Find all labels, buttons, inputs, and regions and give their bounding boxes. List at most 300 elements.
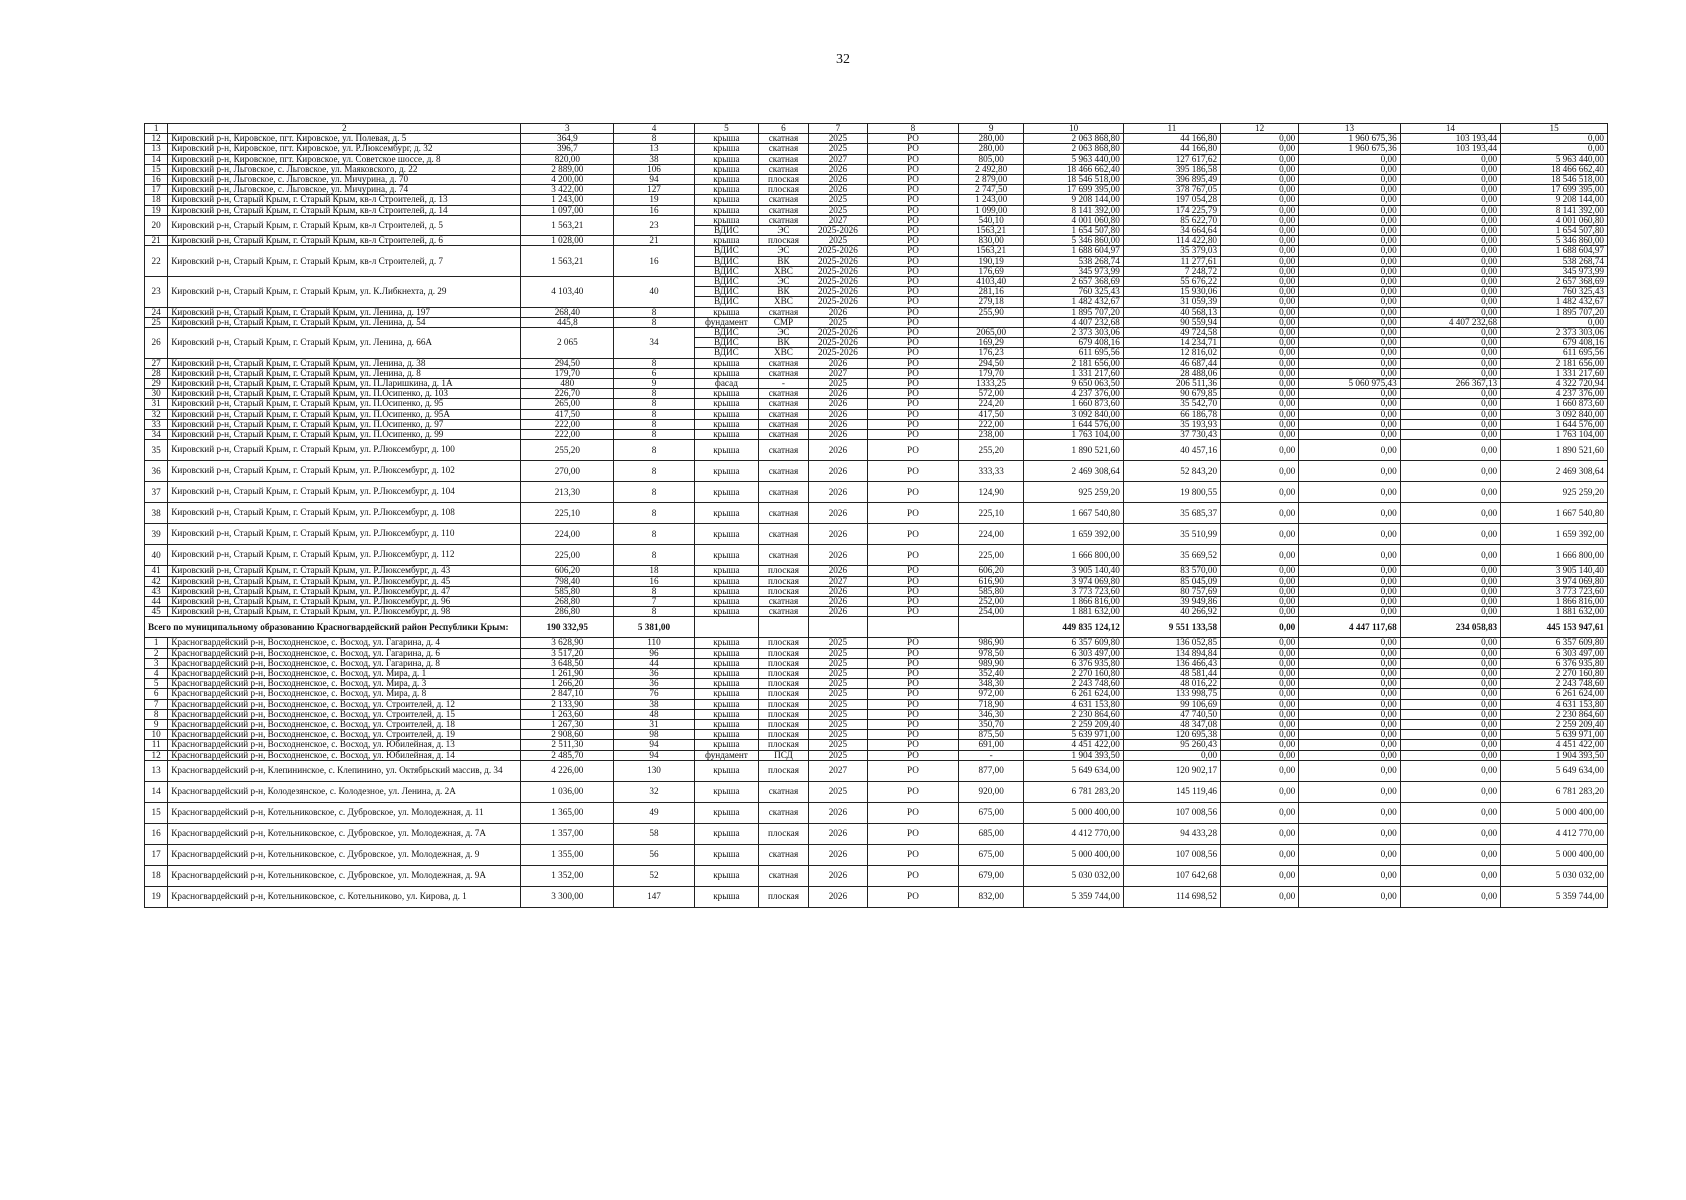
column-header: 1 xyxy=(145,124,168,134)
table-cell: крыша xyxy=(694,164,758,174)
table-body xyxy=(145,124,1608,908)
table-cell: 4 001 060,80 xyxy=(1501,215,1608,225)
table-cell: Красногвардейский р-н, Восходненское, с. Восход, ул. Строителей, д. 19 xyxy=(168,730,521,740)
table-cell: плоская xyxy=(759,185,809,195)
table-cell: 4 631 153,80 xyxy=(1024,699,1123,709)
table-cell: ВК xyxy=(759,256,809,266)
table-cell: 2026 xyxy=(808,503,867,524)
table-cell: 0,00 xyxy=(1299,760,1400,781)
table-cell: РО xyxy=(867,205,958,215)
table-cell: 5 359 744,00 xyxy=(1501,886,1608,907)
table-cell: РО xyxy=(867,185,958,195)
table-cell: Красногвардейский р-н, Восходненское, с. Восход, ул. Строителей, д. 12 xyxy=(168,699,521,709)
table-cell: 2026 xyxy=(808,358,867,368)
table-cell: РО xyxy=(867,389,958,399)
table-cell: скатная xyxy=(759,781,809,802)
table-cell: 5 963 440,00 xyxy=(1501,154,1608,164)
table-row xyxy=(145,638,1608,648)
table-cell: 611 695,56 xyxy=(1501,348,1608,358)
table-cell: 0,00 xyxy=(1400,730,1500,740)
table-row xyxy=(145,277,1608,287)
table-cell: 4 412 770,00 xyxy=(1501,823,1608,844)
table-cell: скатная xyxy=(759,440,809,461)
table-cell: 0,00 xyxy=(1400,461,1500,482)
table-cell: плоская xyxy=(759,760,809,781)
table-cell: 15 930,06 xyxy=(1123,287,1220,297)
table-cell: 3 xyxy=(145,658,168,668)
table-cell: 1 881 632,00 xyxy=(1501,607,1608,617)
table-cell: 9 xyxy=(614,379,694,389)
table-cell: 2 xyxy=(145,648,168,658)
table-cell: 0,00 xyxy=(1501,134,1608,144)
table-cell: 1 895 707,20 xyxy=(1024,307,1123,317)
table-cell: Кировский р-н, Кировское, пгт. Кировское, ул. Р.Люксембург, д. 32 xyxy=(168,144,521,154)
table-cell: 8 xyxy=(614,409,694,419)
table-cell: крыша xyxy=(694,668,758,678)
table-row xyxy=(145,668,1608,678)
table-cell: плоская xyxy=(759,730,809,740)
table-cell: 395 186,58 xyxy=(1123,164,1220,174)
table-cell xyxy=(958,317,1024,327)
table-cell: 0,00 xyxy=(1299,781,1400,802)
table-cell: 34 xyxy=(145,430,168,440)
table-cell: 190,19 xyxy=(958,256,1024,266)
table-cell: 0,00 xyxy=(1400,307,1500,317)
table-cell: РО xyxy=(867,175,958,185)
table-cell: 0,00 xyxy=(1299,730,1400,740)
table-cell: 268,80 xyxy=(521,596,614,606)
table-row xyxy=(145,648,1608,658)
table-cell: 40 266,92 xyxy=(1123,607,1220,617)
table-cell: 2025-2026 xyxy=(808,266,867,276)
table-cell: скатная xyxy=(759,307,809,317)
table-row xyxy=(145,144,1608,154)
table-cell: 270,00 xyxy=(521,461,614,482)
table-cell: 2027 xyxy=(808,215,867,225)
table-cell: 52 xyxy=(614,865,694,886)
table-cell: РО xyxy=(867,328,958,338)
table-cell: 1 881 632,00 xyxy=(1024,607,1123,617)
table-cell: 0,00 xyxy=(1299,566,1400,576)
total-cell xyxy=(759,617,809,638)
table-cell: 611 695,56 xyxy=(1024,348,1123,358)
table-cell: 197 054,28 xyxy=(1123,195,1220,205)
table-cell: 2025 xyxy=(808,134,867,144)
table-cell: 0,00 xyxy=(1221,256,1299,266)
table-cell: 2025 xyxy=(808,195,867,205)
table-cell: 40 xyxy=(614,277,694,308)
table-cell: 760 325,43 xyxy=(1501,287,1608,297)
table-cell: скатная xyxy=(759,419,809,429)
table-cell: 1 666 800,00 xyxy=(1501,545,1608,566)
table-cell: 0,00 xyxy=(1400,246,1500,256)
table-cell: РО xyxy=(867,865,958,886)
table-cell: 145 119,46 xyxy=(1123,781,1220,802)
table-cell: 2026 xyxy=(808,175,867,185)
table-cell: 1 097,00 xyxy=(521,205,614,215)
table-cell: 2026 xyxy=(808,430,867,440)
table-cell: 35 669,52 xyxy=(1123,545,1220,566)
table-cell: ЭС xyxy=(759,246,809,256)
table-cell: 94 xyxy=(614,175,694,185)
table-cell: крыша xyxy=(694,865,758,886)
table-cell: 222,00 xyxy=(521,419,614,429)
table-cell: Кировский р-н, Старый Крым, г. Старый Крым, кв-л Строителей, д. 14 xyxy=(168,205,521,215)
table-cell: 1 904 393,50 xyxy=(1501,750,1608,760)
table-cell: фасад xyxy=(694,379,758,389)
table-cell: РО xyxy=(867,668,958,678)
table-cell: 0,00 xyxy=(1299,668,1400,678)
table-cell: 2025 xyxy=(808,679,867,689)
table-cell: 0,00 xyxy=(1299,389,1400,399)
table-cell: 0,00 xyxy=(1221,409,1299,419)
table-cell: Красногвардейский р-н, Восходненское, с. Восход, ул. Гагарина, д. 8 xyxy=(168,658,521,668)
table-cell: ВК xyxy=(759,287,809,297)
table-cell: 48 581,44 xyxy=(1123,668,1220,678)
table-cell: 5 649 634,00 xyxy=(1024,760,1123,781)
table-cell: крыша xyxy=(694,802,758,823)
table-cell: ВДИС xyxy=(694,256,758,266)
column-header: 9 xyxy=(958,124,1024,134)
table-cell: крыша xyxy=(694,154,758,164)
table-cell: 679 408,16 xyxy=(1024,338,1123,348)
table-cell: Кировский р-н, Старый Крым, г. Старый Крым, ул. К.Либкнехта, д. 29 xyxy=(168,277,521,308)
table-cell: 3 517,20 xyxy=(521,648,614,658)
table-cell: 0,00 xyxy=(1221,134,1299,144)
table-cell: крыша xyxy=(694,307,758,317)
table-cell: 0,00 xyxy=(1221,781,1299,802)
table-cell: 875,50 xyxy=(958,730,1024,740)
repair-register-table xyxy=(144,123,1608,908)
table-cell: 0,00 xyxy=(1221,760,1299,781)
table-cell: 2025 xyxy=(808,668,867,678)
table-cell: 176,23 xyxy=(958,348,1024,358)
table-cell: 279,18 xyxy=(958,297,1024,307)
table-cell: 0,00 xyxy=(1400,658,1500,668)
table-cell: 8 xyxy=(614,524,694,545)
table-row xyxy=(145,596,1608,606)
table-cell: РО xyxy=(867,740,958,750)
table-cell: крыша xyxy=(694,185,758,195)
table-cell: 585,80 xyxy=(958,586,1024,596)
table-cell: скатная xyxy=(759,607,809,617)
total-cell: 0,00 xyxy=(1221,617,1299,638)
table-cell: 2 063 868,80 xyxy=(1024,134,1123,144)
table-cell: 5 639 971,00 xyxy=(1024,730,1123,740)
table-row xyxy=(145,699,1608,709)
table-cell: РО xyxy=(867,545,958,566)
table-cell: крыша xyxy=(694,719,758,729)
table-cell: РО xyxy=(867,307,958,317)
table-cell: 38 xyxy=(614,154,694,164)
table-cell: 35 510,99 xyxy=(1123,524,1220,545)
table-cell: 2025 xyxy=(808,379,867,389)
table-cell: 225,00 xyxy=(958,545,1024,566)
table-cell: Красногвардейский р-н, Котельниковское, с. Дубровское, ул. Молодежная, д. 9А xyxy=(168,865,521,886)
table-cell: 127 xyxy=(614,185,694,195)
table-cell: 90 559,94 xyxy=(1123,317,1220,327)
table-cell: 4 237 376,00 xyxy=(1024,389,1123,399)
table-cell: 3 974 069,80 xyxy=(1024,576,1123,586)
table-cell: скатная xyxy=(759,802,809,823)
table-cell: 572,00 xyxy=(958,389,1024,399)
table-cell: - xyxy=(958,750,1024,760)
table-cell: 1 563,21 xyxy=(521,246,614,277)
table-cell: 2025-2026 xyxy=(808,246,867,256)
table-cell: 2025 xyxy=(808,781,867,802)
table-cell: скатная xyxy=(759,205,809,215)
table-cell: 6 357 609,80 xyxy=(1024,638,1123,648)
table-cell: 226,70 xyxy=(521,389,614,399)
table-cell: 1 654 507,80 xyxy=(1501,226,1608,236)
table-cell: 0,00 xyxy=(1400,719,1500,729)
table-cell: 0,00 xyxy=(1299,823,1400,844)
table-cell: 0,00 xyxy=(1299,368,1400,378)
table-cell: 66 186,78 xyxy=(1123,409,1220,419)
table-cell: 13 xyxy=(145,144,168,154)
table-cell: 0,00 xyxy=(1299,307,1400,317)
table-cell: 26 xyxy=(145,328,168,359)
table-cell: крыша xyxy=(694,389,758,399)
table-cell: 13 xyxy=(614,144,694,154)
table-cell: РО xyxy=(867,760,958,781)
table-cell: 19 xyxy=(145,886,168,907)
table-cell: 179,70 xyxy=(521,368,614,378)
table-cell: 2025-2026 xyxy=(808,226,867,236)
table-cell: 3 974 069,80 xyxy=(1501,576,1608,586)
table-cell: 2 889,00 xyxy=(521,164,614,174)
table-cell: 24 xyxy=(145,307,168,317)
table-cell: 0,00 xyxy=(1299,699,1400,709)
table-row xyxy=(145,195,1608,205)
table-cell: РО xyxy=(867,399,958,409)
table-row xyxy=(145,154,1608,164)
table-cell: 0,00 xyxy=(1299,175,1400,185)
table-cell: 2025-2026 xyxy=(808,287,867,297)
table-cell: 0,00 xyxy=(1299,215,1400,225)
table-cell: крыша xyxy=(694,648,758,658)
table-row xyxy=(145,205,1608,215)
table-cell: 16 xyxy=(614,205,694,215)
table-cell: 0,00 xyxy=(1221,175,1299,185)
table-cell: 0,00 xyxy=(1400,545,1500,566)
table-cell: РО xyxy=(867,409,958,419)
table-cell: 0,00 xyxy=(1400,709,1500,719)
table-cell: крыша xyxy=(694,430,758,440)
table-cell: 986,90 xyxy=(958,638,1024,648)
table-cell: 35 379,03 xyxy=(1123,246,1220,256)
table-cell: 1 267,30 xyxy=(521,719,614,729)
table-cell: 1 763 104,00 xyxy=(1501,430,1608,440)
table-cell: 2027 xyxy=(808,760,867,781)
table-cell: 174 225,79 xyxy=(1123,205,1220,215)
table-cell: ХВС xyxy=(759,348,809,358)
table-cell: 0,00 xyxy=(1221,266,1299,276)
table-cell: 8 141 392,00 xyxy=(1024,205,1123,215)
table-cell: 8 xyxy=(614,389,694,399)
table-cell: 16 xyxy=(145,175,168,185)
table-cell: 0,00 xyxy=(1400,524,1500,545)
table-cell: 0,00 xyxy=(1299,607,1400,617)
table-cell: РО xyxy=(867,297,958,307)
table-cell: 5 649 634,00 xyxy=(1501,760,1608,781)
total-cell xyxy=(867,617,958,638)
table-cell: 8 xyxy=(614,545,694,566)
table-cell: плоская xyxy=(759,719,809,729)
table-cell: 3 905 140,40 xyxy=(1501,566,1608,576)
table-cell: 103 193,44 xyxy=(1400,144,1500,154)
table-cell: 0,00 xyxy=(1221,679,1299,689)
table-cell: 830,00 xyxy=(958,236,1024,246)
table-cell: 0,00 xyxy=(1400,409,1500,419)
table-cell: крыша xyxy=(694,566,758,576)
table-cell: крыша xyxy=(694,709,758,719)
table-cell: 10 xyxy=(145,730,168,740)
table-cell: Кировский р-н, Кировское, пгт. Кировское, ул. Советское шоссе, д. 8 xyxy=(168,154,521,164)
table-cell: 136 466,43 xyxy=(1123,658,1220,668)
table-cell: 1 667 540,80 xyxy=(1024,503,1123,524)
table-cell: 0,00 xyxy=(1299,195,1400,205)
table-cell: 1 866 816,00 xyxy=(1024,596,1123,606)
table-cell: 348,30 xyxy=(958,679,1024,689)
table-cell: 49 xyxy=(614,802,694,823)
table-cell: 18 546 518,00 xyxy=(1501,175,1608,185)
table-cell: 8 141 392,00 xyxy=(1501,205,1608,215)
table-row xyxy=(145,461,1608,482)
table-cell: 0,00 xyxy=(1400,440,1500,461)
table-cell: 1 331 217,60 xyxy=(1501,368,1608,378)
table-cell: 16 xyxy=(614,576,694,586)
table-cell: 1 660 873,60 xyxy=(1024,399,1123,409)
table-cell: 0,00 xyxy=(1299,440,1400,461)
table-cell: крыша xyxy=(694,545,758,566)
table-cell: Кировский р-н, Старый Крым, г. Старый Крым, ул. Р.Люксембург, д. 112 xyxy=(168,545,521,566)
table-cell: 2 469 308,64 xyxy=(1024,461,1123,482)
table-cell: 0,00 xyxy=(1221,740,1299,750)
table-cell: 0,00 xyxy=(1400,348,1500,358)
column-header: 6 xyxy=(759,124,809,134)
table-cell: фундамент xyxy=(694,317,758,327)
table-cell: 2025 xyxy=(808,236,867,246)
table-cell: Красногвардейский р-н, Восходненское, с. Восход, ул. Гагарина, д. 6 xyxy=(168,648,521,658)
table-cell: РО xyxy=(867,658,958,668)
table-row xyxy=(145,246,1608,256)
table-cell: 2026 xyxy=(808,823,867,844)
table-cell: 0,00 xyxy=(1299,545,1400,566)
table-cell: 238,00 xyxy=(958,430,1024,440)
table-cell: 6 261 624,00 xyxy=(1501,689,1608,699)
table-cell: 0,00 xyxy=(1221,348,1299,358)
table-cell: 0,00 xyxy=(1299,886,1400,907)
table-cell: 2026 xyxy=(808,802,867,823)
table-cell: 691,00 xyxy=(958,740,1024,750)
table-cell: 5 963 440,00 xyxy=(1024,154,1123,164)
table-cell: 0,00 xyxy=(1299,256,1400,266)
table-cell: 685,00 xyxy=(958,823,1024,844)
table-cell: 0,00 xyxy=(1400,566,1500,576)
table-cell: 2 492,80 xyxy=(958,164,1024,174)
table-row xyxy=(145,358,1608,368)
total-cell xyxy=(808,617,867,638)
table-cell: 2065,00 xyxy=(958,328,1024,338)
table-cell: 58 xyxy=(614,823,694,844)
table-cell: 23 xyxy=(614,215,694,235)
table-cell: 2025 xyxy=(808,317,867,327)
table-cell: 0,00 xyxy=(1299,226,1400,236)
table-cell: 37 xyxy=(145,482,168,503)
table-cell: Кировский р-н, Старый Крым, г. Старый Крым, кв-л Строителей, д. 7 xyxy=(168,246,521,277)
table-cell: 0,00 xyxy=(1221,287,1299,297)
table-cell: 2026 xyxy=(808,185,867,195)
table-row xyxy=(145,409,1608,419)
table-cell: скатная xyxy=(759,368,809,378)
table-cell: 0,00 xyxy=(1221,648,1299,658)
table-cell: крыша xyxy=(694,236,758,246)
table-cell: 2026 xyxy=(808,164,867,174)
table-cell: Кировский р-н, Льговское, с. Льговское, ул. Маяковского, д. 22 xyxy=(168,164,521,174)
table-cell: 0,00 xyxy=(1501,317,1608,327)
table-cell: 0,00 xyxy=(1400,638,1500,648)
table-cell: Кировский р-н, Старый Крым, г. Старый Крым, ул. П.Осипенко, д. 103 xyxy=(168,389,521,399)
table-cell: 0,00 xyxy=(1400,844,1500,865)
table-cell: 0,00 xyxy=(1221,596,1299,606)
table-cell: РО xyxy=(867,215,958,225)
column-header: 8 xyxy=(867,124,958,134)
table-cell: 110 xyxy=(614,638,694,648)
table-cell: 0,00 xyxy=(1299,802,1400,823)
table-cell: 5 346 860,00 xyxy=(1024,236,1123,246)
column-header: 10 xyxy=(1024,124,1123,134)
table-cell: 17 699 395,00 xyxy=(1501,185,1608,195)
table-cell: 16 xyxy=(145,823,168,844)
table-cell: 417,50 xyxy=(958,409,1024,419)
table-cell: 12 xyxy=(145,750,168,760)
table-cell: 38 xyxy=(614,699,694,709)
table-cell: 0,00 xyxy=(1221,503,1299,524)
table-cell: ВДИС xyxy=(694,297,758,307)
table-cell: 3 092 840,00 xyxy=(1501,409,1608,419)
table-cell: 286,80 xyxy=(521,607,614,617)
table-cell: 21 xyxy=(145,236,168,246)
table-cell: 1 688 604,97 xyxy=(1024,246,1123,256)
table-cell: крыша xyxy=(694,358,758,368)
table-cell: 2026 xyxy=(808,461,867,482)
table-cell: плоская xyxy=(759,679,809,689)
table-cell: 206 511,36 xyxy=(1123,379,1220,389)
table-cell: 40 xyxy=(145,545,168,566)
table-cell: ВДИС xyxy=(694,226,758,236)
table-cell: РО xyxy=(867,287,958,297)
table-row xyxy=(145,379,1608,389)
table-cell: 0,00 xyxy=(1400,175,1500,185)
table-cell: 2 181 656,00 xyxy=(1024,358,1123,368)
table-cell: РО xyxy=(867,266,958,276)
table-cell: 0,00 xyxy=(1299,297,1400,307)
table-cell: 9 208 144,00 xyxy=(1501,195,1608,205)
table-cell: плоская xyxy=(759,586,809,596)
column-header: 11 xyxy=(1123,124,1220,134)
table-cell: РО xyxy=(867,679,958,689)
table-row xyxy=(145,844,1608,865)
table-cell: РО xyxy=(867,750,958,760)
table-cell: 0,00 xyxy=(1221,545,1299,566)
column-header: 15 xyxy=(1501,124,1608,134)
table-cell: 0,00 xyxy=(1221,886,1299,907)
table-cell: 832,00 xyxy=(958,886,1024,907)
table-cell: Кировский р-н, Старый Крым, г. Старый Крым, кв-л Строителей, д. 6 xyxy=(168,236,521,246)
table-cell: крыша xyxy=(694,740,758,750)
table-cell: 0,00 xyxy=(1221,164,1299,174)
